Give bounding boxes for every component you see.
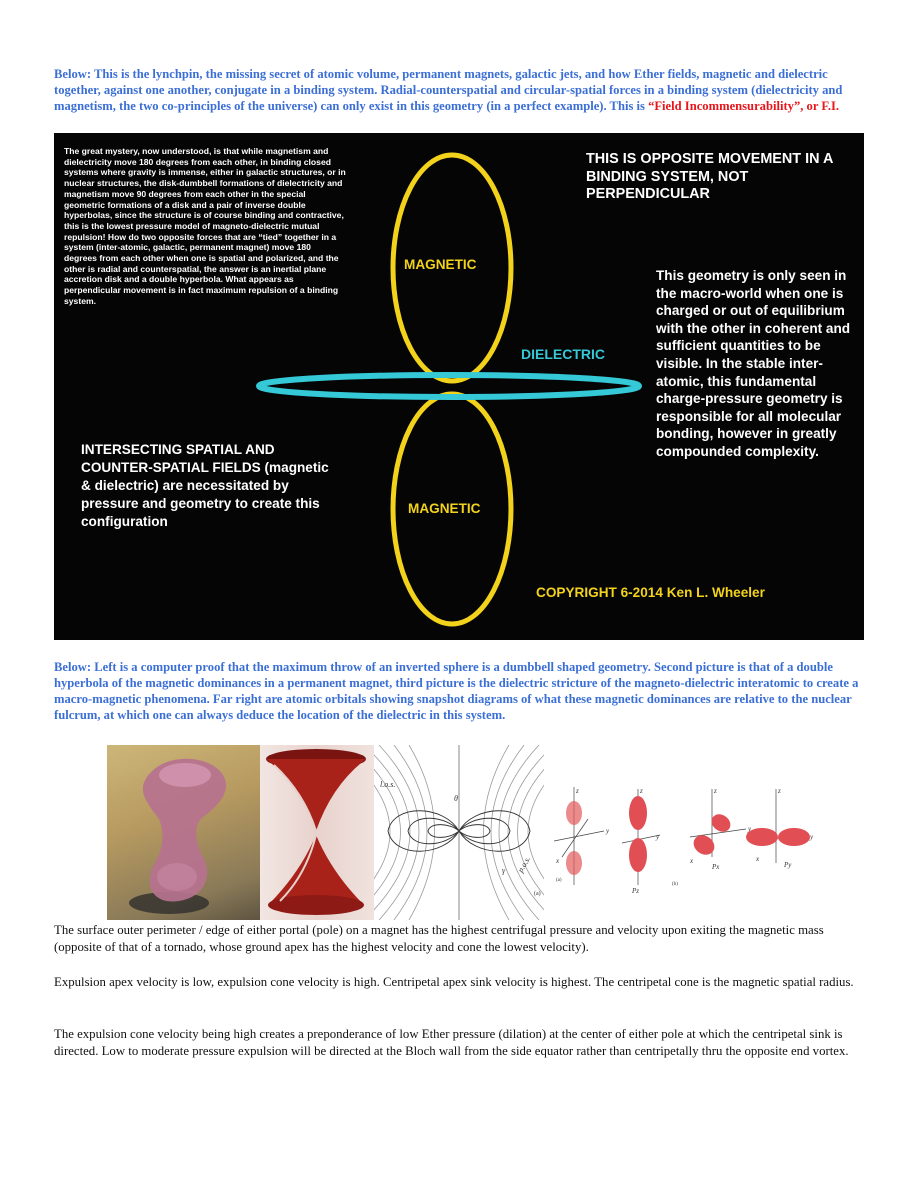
paragraph-apex-velocity: Expulsion apex velocity is low, expulsion cone velocity is high. Centripetal apex sink velocity is highest. The centripetal cone is the magnetic spatial radius. <box>54 975 854 989</box>
px-z-label: z <box>714 787 717 795</box>
copyright-notice: COPYRIGHT 6-2014 Ken L. Wheeler <box>536 585 765 600</box>
py-label: Py <box>784 861 792 869</box>
paragraph-portal-perimeter: The surface outer perimeter / edge of either portal (pole) on a magnet has the highest centrifugal pressure and velocity upon exiting the magnetic mass (opposite of that of a tornado, whose ground apex has the highest velocity and cone the lowest velocity). <box>54 923 824 954</box>
label-magnetic-bottom: MAGNETIC <box>408 501 481 516</box>
gamma-label: γ <box>502 866 506 875</box>
label-dielectric: DIELECTRIC <box>521 346 605 362</box>
banner-story-text: The great mystery, now understood, is that while magnetism and dielectricity move 180 degrees from each other, in binding closed systems where gravity is immense, either in galactic structures, or in nuclear structures, the disk-dumbbell formations of dielectricity and magnetism move 90 degrees from each other in the special geometric formations of a disk and a pair of inverse double hyperbolas, since the structure is of course binding and contractive, this is the lowest pressure model of magneto-dielectric mutual repulsion! How do two opposite forces that are “tied” together in a system (inter-atomic, galactic, permanent magnet) move 180 degrees from each other when one is spatial and polarized, and the other is radial and counterspatial, the answer is an inertial plane accretion disk and a double hyperbola. What appears as perpendicular movement is in fact maximum repulsion of a binding system. <box>64 146 346 306</box>
banner-opposite-heading: THIS IS OPPOSITE MOVEMENT IN A BINDING SYSTEM, NOT PERPENDICULAR <box>586 151 833 203</box>
banner-geometry-note: This geometry is only seen in the macro-world when one is charged or out of equilibrium with the other in coherent and sufficient quantities to be visible. In the stable inter-atomic, this fundamental charge-pressure geometry is responsible for all molecular bonding, however in greatly compounded complexity. <box>656 268 851 459</box>
caption-field-incommensurability <box>54 66 866 114</box>
orbital-drawings <box>544 745 820 920</box>
double-hyperbola-image <box>260 745 374 920</box>
figure-a-label: (a) <box>534 891 541 897</box>
label-magnetic-top: MAGNETIC <box>404 257 477 272</box>
px-x-label: x <box>690 857 694 865</box>
field-diagram-banner <box>54 133 864 640</box>
field-line-diagram <box>374 745 544 920</box>
orbital-1-z-label: z <box>576 787 579 795</box>
orbital-1-x-label: x <box>556 857 560 865</box>
px-y-label: y <box>748 825 752 833</box>
dumbbell-photo <box>107 745 260 920</box>
orbital-1-y-label: y <box>606 827 610 835</box>
caption-figures: Below: Left is a computer proof that the maximum throw of an inverted sphere is a dumbbell shaped geometry. Second picture is that of a double hyperbola of the magnetic dominances in a permanent magnet, third picture is the dielectric stricture of the magneto-dielectric interatomic to create a macro-magnetic phenomena. Far right are atomic orbitals showing snapshot diagrams of what these magnetic dominances are relative to the nuclear fulcrum, at which one can always deduce the location of the dielectric in this system. <box>54 660 859 722</box>
caption-top-highlight: “Field Incommensurability”, or F.I. <box>648 99 840 113</box>
paragraph-ether-pressure: The expulsion cone velocity being high creates a preponderance of low Ether pressure (dilation) at the center of either pole at which the centripetal sink is directed. Low to moderate pressure expulsion will be directed at the Bloch wall from the side equator rather than centripetally thru the opposite end vortex. <box>54 1027 849 1058</box>
double-hyperbola-cones <box>260 745 374 920</box>
dumbbell-shape-image <box>107 745 260 920</box>
atomic-orbitals-diagram <box>544 745 820 920</box>
py-x-label: x <box>756 855 760 863</box>
pz-label: Pz <box>632 887 639 895</box>
pos-label: p.o.s. <box>515 854 533 874</box>
theta-label: θ <box>454 794 458 803</box>
dielectric-stricture-diagram <box>374 745 544 920</box>
figure-b-label: (b) <box>672 882 678 887</box>
py-y-label: y <box>810 833 814 841</box>
caption-top-text: Below: This is the lynchpin, the missing secret of atomic volume, permanent magnets, galactic jets, and how Ether fields, magnetic and dielectric together, against one another, conjugate in a binding system. Radial-counterspatial and circular-spatial forces in a binding system (dielectricity and magnetism, the two co-principles of the universe) can only exist in this geometry (in a perfect example). This is <box>54 67 843 113</box>
px-label: Px <box>712 863 720 871</box>
banner-intersect-note: INTERSECTING SPATIAL AND COUNTER-SPATIAL FIELDS (magnetic & dielectric) are necessitated by pressure and geometry to create this configuration <box>81 442 329 529</box>
pz-y-label: y <box>656 833 660 841</box>
figure-a-orbital-label: (a) <box>556 878 562 883</box>
py-z-label: z <box>778 787 781 795</box>
los-label: l.o.s. <box>380 780 396 789</box>
pz-z-label: z <box>640 787 643 795</box>
